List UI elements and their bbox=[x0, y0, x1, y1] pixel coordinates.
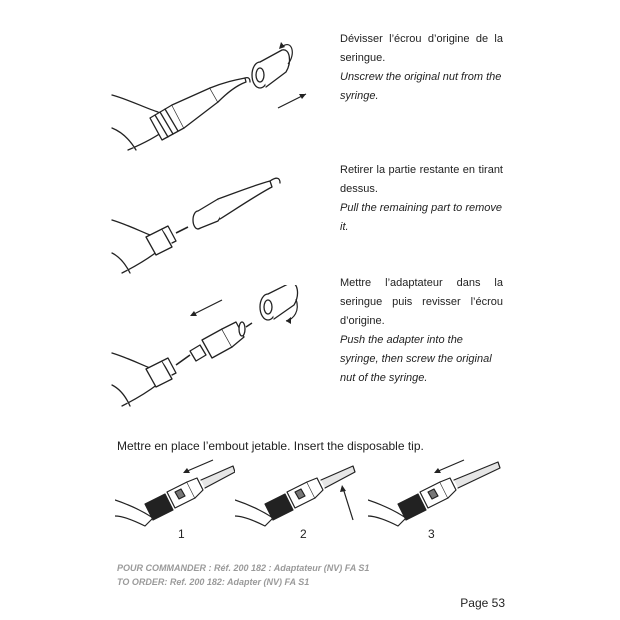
tip-step-number-1: 1 bbox=[178, 527, 185, 541]
page-number: Page 53 bbox=[460, 596, 505, 610]
tip-illustration-3 bbox=[368, 458, 503, 528]
step-3-text bbox=[340, 274, 503, 388]
order-info-english: TO ORDER: Ref. 200 182: Adapter (NV) FA S1 bbox=[117, 577, 310, 587]
step-2-english: Pull the remaining part to remove it. bbox=[340, 202, 503, 233]
step-1-english: Unscrew the original nut from the syringe. bbox=[340, 71, 502, 102]
tip-step-number-2: 2 bbox=[300, 527, 307, 541]
tip-step-number-3: 3 bbox=[428, 527, 435, 541]
step-1-text bbox=[340, 30, 503, 106]
tip-illustration-2 bbox=[235, 458, 365, 528]
tip-section-title: Mettre en place l’embout jetable. Insert the disposable tip. bbox=[117, 439, 424, 453]
step-2-french: Retirer la partie restante en tirant dessus. bbox=[340, 164, 503, 195]
illustration-pull-part bbox=[110, 165, 290, 285]
step-3-english: Push the adapter into the syringe, then screw the original nut of the syringe. bbox=[340, 334, 492, 384]
order-info-french: POUR COMMANDER : Réf. 200 182 : Adaptateur (NV) FA S1 bbox=[117, 563, 370, 573]
illustration-unscrew-nut bbox=[110, 20, 320, 160]
step-3-french: Mettre l’adaptateur dans la seringue puis revisser l’écrou d’origine. bbox=[340, 277, 503, 327]
step-2-text bbox=[340, 161, 503, 237]
step-1-french: Dévisser l’écrou d’origine de la seringue. bbox=[340, 33, 503, 64]
illustration-insert-adapter bbox=[110, 285, 320, 410]
tip-illustration-1 bbox=[115, 458, 235, 528]
